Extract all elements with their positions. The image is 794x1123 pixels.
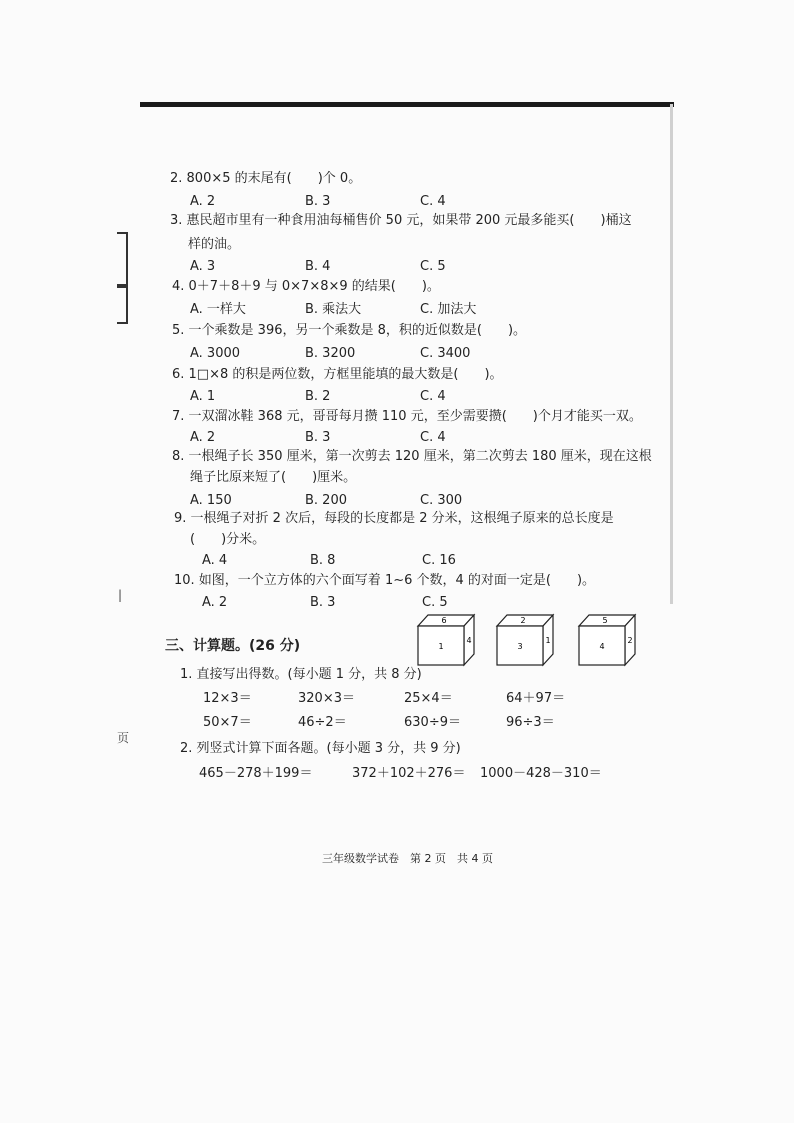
question-2-option-b: B. 3 xyxy=(305,194,331,209)
cube-1-front-number: 1 xyxy=(438,642,444,651)
vertical-calc-item-1: 465－278＋199＝ xyxy=(199,766,313,781)
question-4-stem: 4. 0＋7＋8＋9 与 0×7×8×9 的结果( )。 xyxy=(172,279,440,294)
cube-3-front-number: 4 xyxy=(599,642,605,651)
cube-view-3 xyxy=(577,612,639,672)
calc-item-7: 630÷9＝ xyxy=(404,715,461,730)
calc-item-6: 46÷2＝ xyxy=(298,715,347,730)
question-9-option-c: C. 16 xyxy=(422,553,456,568)
question-5-stem: 5. 一个乘数是 396，另一个乘数是 8，积的近似数是( )。 xyxy=(172,323,527,338)
question-7-stem: 7. 一双溜冰鞋 368 元，哥哥每月攒 110 元，至少需要攒( )个月才能买一双。 xyxy=(172,409,642,424)
question-9-option-b: B. 8 xyxy=(310,553,336,568)
question-7-option-b: B. 3 xyxy=(305,430,331,445)
question-5-option-b: B. 3200 xyxy=(305,346,356,361)
vertical-calc-item-3: 1000－428－310＝ xyxy=(480,766,602,781)
question-7-option-c: C. 4 xyxy=(420,430,446,445)
margin-bracket-2 xyxy=(117,284,128,324)
question-10-option-a: A. 2 xyxy=(202,595,228,610)
question-8-option-a: A. 150 xyxy=(190,493,232,508)
cube-3-side-number: 2 xyxy=(627,636,633,645)
cube-2-front-number: 3 xyxy=(517,642,523,651)
question-10-option-b: B. 3 xyxy=(310,595,336,610)
cube-2-top-number: 2 xyxy=(520,616,526,625)
question-6-option-b: B. 2 xyxy=(305,389,331,404)
question-6-stem: 6. 1□×8 的积是两位数，方框里能填的最大数是( )。 xyxy=(172,367,503,382)
calc-item-3: 25×4＝ xyxy=(404,691,453,706)
question-3-option-c: C. 5 xyxy=(420,259,446,274)
question-2-option-c: C. 4 xyxy=(420,194,446,209)
question-7-option-a: A. 2 xyxy=(190,430,216,445)
calc-item-1: 12×3＝ xyxy=(203,691,252,706)
question-8-option-b: B. 200 xyxy=(305,493,347,508)
question-2-option-a: A. 2 xyxy=(190,194,216,209)
cube-1-side-number: 4 xyxy=(466,636,472,645)
question-3-stem-line2: 样的油。 xyxy=(188,237,241,252)
margin-page-mark: 页 xyxy=(117,731,130,745)
top-border-line xyxy=(140,102,674,107)
question-3-stem-line1: 3. 惠民超市里有一种食用油每桶售价 50 元，如果带 200 元最多能买( )桶这 xyxy=(170,213,632,228)
vertical-calc-item-2: 372＋102＋276＝ xyxy=(352,766,466,781)
question-3-option-b: B. 4 xyxy=(305,259,331,274)
question-4-option-b: B. 乘法大 xyxy=(305,302,362,317)
question-6-option-c: C. 4 xyxy=(420,389,446,404)
calc-item-4: 64＋97＝ xyxy=(506,691,566,706)
question-10-stem: 10. 如图，一个立方体的六个面写着 1~6 个数，4 的对面一定是( )。 xyxy=(174,573,596,588)
question-5-option-a: A. 3000 xyxy=(190,346,241,361)
margin-bracket-1 xyxy=(117,232,128,288)
margin-mark: | xyxy=(118,588,123,602)
cube-1-top-number: 6 xyxy=(441,616,447,625)
section-3-title: 三、计算题。(26 分) xyxy=(165,638,301,654)
part-2-title: 2. 列竖式计算下面各题。(每小题 3 分，共 9 分) xyxy=(180,741,461,756)
question-10-option-c: C. 5 xyxy=(422,595,448,610)
calc-item-5: 50×7＝ xyxy=(203,715,252,730)
question-4-option-c: C. 加法大 xyxy=(420,302,477,317)
cube-2-side-number: 1 xyxy=(545,636,551,645)
calc-item-2: 320×3＝ xyxy=(298,691,355,706)
question-6-option-a: A. 1 xyxy=(190,389,216,404)
question-8-stem-line2: 绳子比原来短了( )厘米。 xyxy=(190,470,357,485)
question-3-option-a: A. 3 xyxy=(190,259,216,274)
question-4-option-a: A. 一样大 xyxy=(190,302,246,317)
question-9-option-a: A. 4 xyxy=(202,553,228,568)
right-edge-shadow xyxy=(670,104,673,604)
calc-item-8: 96÷3＝ xyxy=(506,715,555,730)
question-8-stem-line1: 8. 一根绳子长 350 厘米，第一次剪去 120 厘米，第二次剪去 180 厘米，现在这根 xyxy=(172,449,652,464)
question-5-option-c: C. 3400 xyxy=(420,346,471,361)
page-footer: 三年级数学试卷 第 2 页 共 4 页 xyxy=(322,852,493,865)
cube-view-2 xyxy=(495,612,557,672)
cube-view-1 xyxy=(416,612,478,672)
part-1-title: 1. 直接写出得数。(每小题 1 分，共 8 分) xyxy=(180,667,422,682)
question-9-stem-line2: ( )分米。 xyxy=(190,532,266,547)
question-2-stem: 2. 800×5 的末尾有( )个 0。 xyxy=(170,171,362,186)
cube-3-top-number: 5 xyxy=(602,616,608,625)
question-9-stem-line1: 9. 一根绳子对折 2 次后，每段的长度都是 2 分米，这根绳子原来的总长度是 xyxy=(174,511,614,526)
question-8-option-c: C. 300 xyxy=(420,493,463,508)
